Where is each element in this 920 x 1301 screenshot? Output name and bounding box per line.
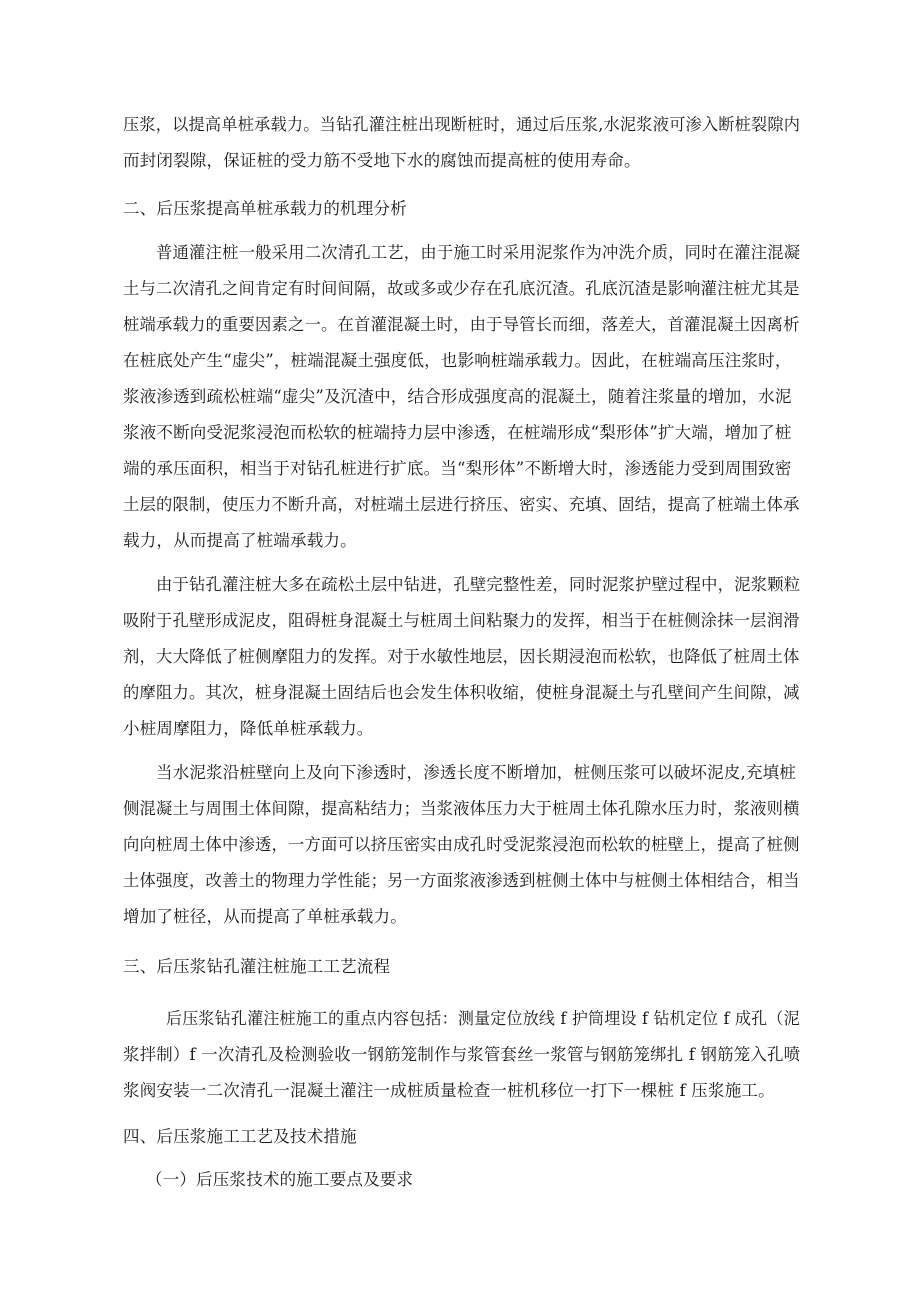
paragraph-5-line-3: 浆阀安装一二次清孔一混凝土灌注一成桩质量检查一桩机移位一打下一棵桩 f 压浆施工。 [123, 1081, 775, 1100]
paragraph-4-line-3: 向向桩周土体中渗透，一方面可以挤压密实由成孔时受泥浆浸泡而松软的桩壁上，提高了桩侧 [123, 835, 800, 854]
paragraph-4-line-2: 侧混凝土与周围土体间隙，提高粘结力；当浆液体压力大于桩周土体孔隙水压力时，浆液则横 [123, 799, 800, 818]
section-heading-4: 四、后压浆施工工艺及技术措施 [123, 1127, 357, 1146]
paragraph-2-line-9: 载力，从而提高了桩端承载力。 [123, 531, 357, 550]
paragraph-3-line-2: 吸附于孔壁形成泥皮，阻碍桩身混凝土与桩周土间粘聚力的发挥，相当于在桩侧涂抹一层润滑 [123, 611, 800, 630]
paragraph-4-line-5: 增加了桩径，从而提高了单桩承载力。 [123, 907, 407, 926]
paragraph-5-line-1: 后压浆钻孔灌注桩施工的重点内容包括：测量定位放线 f 护筒埋设 f 钻机定位 f 成孔（泥 [166, 1009, 800, 1028]
paragraph-2-line-8: 土层的限制，使压力不断升高，对桩端土层进行挤压、密实、充填、固结，提高了桩端土体承 [123, 495, 800, 514]
paragraph-2-line-6: 浆液不断向受泥浆浸泡而松软的桩端持力层中渗透，在桩端形成“梨形体”扩大端，增加了桩 [123, 423, 792, 442]
section-heading-2: 二、后压浆提高单桩承载力的机理分析 [123, 199, 407, 218]
paragraph-2-line-1: 普通灌注桩一般采用二次清孔工艺，由于施工时采用泥浆作为冲洗介质，同时在灌注混凝 [156, 243, 801, 262]
paragraph-1-line-1: 压浆，以提高单桩承载力。当钻孔灌注桩出现断桩时，通过后压浆,水泥浆液可渗入断桩裂隙内 [123, 115, 801, 134]
paragraph-1-line-2: 而封闭裂隙，保证桩的受力筋不受地下水的腐蚀而提高桩的使用寿命。 [123, 151, 641, 170]
paragraph-2-line-7: 端的承压面积，相当于对钻孔桩进行扩底。当“梨形体”不断增大时，渗透能力受到周围致密 [123, 459, 792, 478]
paragraph-2-line-4: 在桩底处产生“虚尖”，桩端混凝土强度低，也影响桩端承载力。因此，在桩端高压注浆时， [123, 351, 792, 370]
paragraph-3-line-1: 由于钻孔灌注桩大多在疏松土层中钻进，孔壁完整性差，同时泥浆护壁过程中，泥浆颗粒 [156, 575, 801, 594]
subsection-heading-1: （一）后压浆技术的施工要点及要求 [146, 1170, 414, 1189]
paragraph-3-line-4: 的摩阻力。其次，桩身混凝土固结后也会发生体积收缩，使桩身混凝土与孔壁间产生间隙，减 [123, 683, 800, 702]
paragraph-3-line-3: 剂，大大降低了桩侧摩阻力的发挥。对于水敏性地层，因长期浸泡而松软，也降低了桩周土体 [123, 647, 800, 666]
paragraph-2-line-5: 浆液渗透到疏松桩端“虚尖”及沉渣中，结合形成强度高的混凝土，随着注浆量的增加，水泥 [123, 387, 792, 406]
paragraph-2-line-3: 桩端承载力的重要因素之一。在首灌混凝土时，由于导管长而细，落差大，首灌混凝土因离析 [123, 315, 800, 334]
paragraph-4-line-4: 土体强度，改善土的物理力学性能；另一方面浆液渗透到桩侧土体中与桩侧土体相结合，相当 [123, 871, 800, 890]
paragraph-4-line-1: 当水泥浆沿桩壁向上及向下渗透时，渗透长度不断增加，桩侧压浆可以破坏泥皮,充填桩 [156, 763, 797, 782]
section-heading-3: 三、后压浆钻孔灌注桩施工工艺流程 [123, 957, 391, 976]
paragraph-5-line-2: 浆拌制）f 一次清孔及检测验收一钢筋笼制作与浆管套丝一浆管与钢筋笼绑扎 f 钢筋笼入孔喷 [123, 1045, 801, 1064]
paragraph-3-line-5: 小桩周摩阻力，降低单桩承载力。 [123, 719, 374, 738]
paragraph-2-line-2: 土与二次清孔之间肯定有时间间隔，故或多或少存在孔底沉渣。孔底沉渣是影响灌注桩尤其是 [123, 279, 800, 298]
